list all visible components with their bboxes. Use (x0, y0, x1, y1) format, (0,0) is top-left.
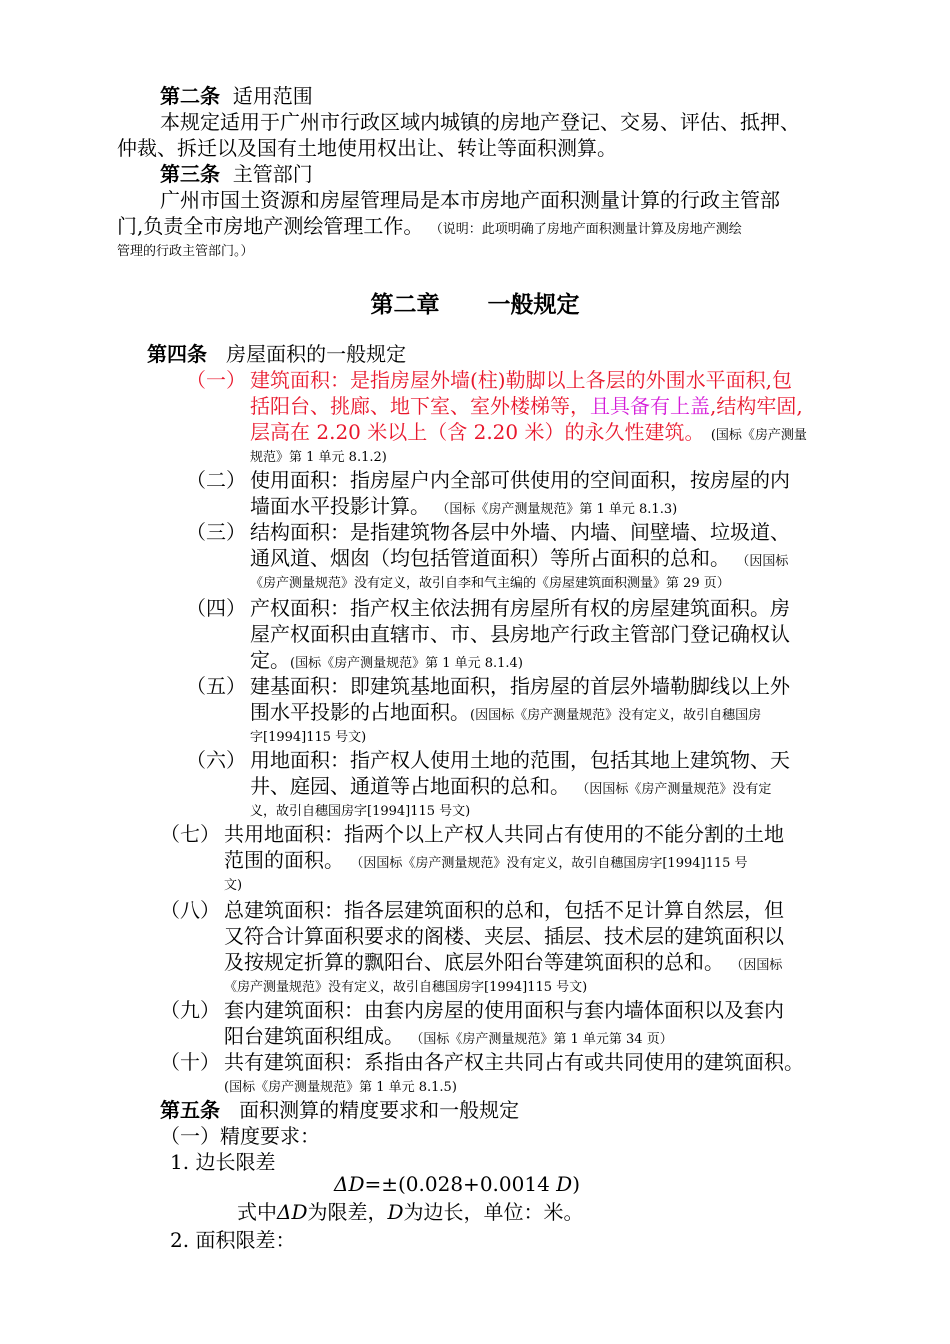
item-1-num: （一） (186, 368, 246, 392)
article-5-heading-line (160, 1098, 519, 1122)
item-9-line-1: 套内建筑面积：由套内房屋的使用面积与套内墙体面积以及套内 (224, 998, 784, 1022)
item-8-line-4: 《房产测量规范》没有定义，故引自穗国房字[1994]115 号文) (224, 980, 588, 995)
item-3-line-1: 结构面积：是指建筑物各层中外墙、内墙、间壁墙、垃圾道、 (250, 520, 790, 544)
article-4-heading: 第四条 (147, 342, 207, 366)
edge-tolerance-formula (334, 1172, 580, 1196)
article-2-body-2: 仲裁、拆迁以及国有土地使用权出让、转让等面积测算。 (117, 136, 617, 160)
item-8-num: （八） (160, 898, 220, 922)
item-4-line-3 (250, 648, 523, 676)
article-5-item-1: 1. 边长限差 (170, 1150, 276, 1174)
article-5-heading: 第五条 (160, 1098, 220, 1122)
item-1-line-2 (250, 394, 803, 418)
item-4-line-1: 产权面积：指产权主依法拥有房屋所有权的房屋建筑面积。房 (250, 596, 790, 620)
item-7-line-2 (224, 848, 748, 876)
article-3-body-2: 门,负责全市房地产测绘管理工作。 (117, 214, 424, 238)
item-1-line-3-text: 层高在 2.20 米以上（含 2.20 米）的永久性建筑。 (250, 420, 705, 444)
chapter-heading (0, 286, 950, 319)
explain-sym-2: D (387, 1200, 404, 1224)
explain-c: 为边长，单位：米。 (403, 1200, 584, 1224)
item-1-line-3-note: (国标《房产测量 (710, 428, 807, 443)
item-7-line-1: 共用地面积：指两个以上产权人共同占有使用的不能分割的土地 (224, 822, 784, 846)
item-9-num: （九） (160, 998, 220, 1022)
article-5-item-2: 2. 面积限差： (170, 1228, 296, 1252)
item-5-num: （五） (186, 674, 246, 698)
item-6-line-3: 义，故引自穗国房字[1994]115 号文) (250, 804, 471, 819)
formula-lhs: ΔD=± (334, 1172, 398, 1196)
article-2-heading: 第二条 (160, 84, 220, 108)
item-1-line-2c: ,结构牢固, (710, 394, 803, 418)
item-9-line-2-text: 阳台建筑面积组成。 (224, 1024, 404, 1048)
article-3-body-2-line (117, 214, 742, 242)
item-8-line-3-note: （因国标 (730, 958, 783, 973)
item-3-line-3: 《房产测量规范》没有定义，故引自李和气主编的《房屋建筑面积测量》第 29 页） (250, 576, 730, 591)
item-4-num: （四） (186, 596, 246, 620)
item-4-line-2: 屋产权面积由直辖市、市、县房地产行政主管部门登记确权认 (250, 622, 790, 646)
article-3-body-1: 广州市国土资源和房屋管理局是本市房地产面积测量计算的行政主管部 (160, 188, 780, 212)
item-3-line-2-text: 通风道、烟囱（均包括管道面积）等所占面积的总和。 (250, 546, 730, 570)
article-4-heading-line (147, 342, 406, 366)
item-7-num: （七） (160, 822, 220, 846)
item-2-line-2-note: （国标《房产测量规范》第 1 单元 8.1.3) (436, 502, 678, 517)
chapter-title: 一般规定 (487, 292, 580, 318)
item-9-line-2 (224, 1024, 673, 1052)
item-6-line-2-note: （因国标《房产测量规范》没有定 (576, 782, 772, 797)
article-5-sub-1: （一）精度要求： (160, 1124, 320, 1148)
item-8-line-2: 又符合计算面积要求的阁楼、夹层、插层、技术层的建筑面积以 (224, 924, 784, 948)
article-2-body-1: 本规定适用于广州市行政区域内城镇的房地产登记、交易、评估、抵押、 (160, 110, 800, 134)
formula-rhs: (0.028+0.0014 (398, 1172, 550, 1196)
article-3-heading-line (160, 162, 313, 186)
item-10-line-1: 共有建筑面积：系指由各产权主共同占有或共同使用的建筑面积。 (224, 1050, 804, 1074)
item-3-line-2-note: （因国标 (736, 554, 789, 569)
item-7-line-3: 文) (224, 878, 243, 893)
item-1-line-2b: 且具备有上盖 (590, 394, 710, 418)
item-5-line-1: 建基面积：即建筑基地面积，指房屋的首层外墙勒脚线以上外 (250, 674, 790, 698)
item-3-num: （三） (186, 520, 246, 544)
article-2-heading-line (160, 84, 313, 108)
article-4-title: 房屋面积的一般规定 (226, 342, 407, 366)
item-5-line-2-text: 围水平投影的占地面积。 (250, 700, 470, 724)
item-2-num: （二） (186, 468, 246, 492)
formula-close: ) (572, 1172, 581, 1196)
explain-sym-1: ΔD (277, 1200, 308, 1224)
article-2-title: 适用范围 (232, 84, 313, 108)
item-9-line-2-note: （国标《房产测量规范》第 1 单元第 34 页） (410, 1032, 673, 1047)
formula-var: D (556, 1172, 573, 1196)
item-2-line-2-text: 墙面水平投影计算。 (250, 494, 430, 518)
item-1-line-2a: 括阳台、挑廊、地下室、室外楼梯等， (250, 394, 590, 418)
item-8-line-3 (224, 950, 782, 978)
item-4-line-3-note: (国标《房产测量规范》第 1 单元 8.1.4) (290, 656, 523, 671)
item-3-line-2 (250, 546, 788, 574)
item-7-line-2-text: 范围的面积。 (224, 848, 344, 872)
item-1-line-1: 建筑面积：是指房屋外墙(柱)勒脚以上各层的外围水平面积,包 (250, 368, 792, 392)
item-5-line-2-note: (因国标《房产测量规范》没有定义，故引自穗国房 (470, 708, 762, 723)
item-6-line-2-text: 井、庭园、通道等占地面积的总和。 (250, 774, 570, 798)
chapter-number: 第二章 (370, 292, 440, 318)
item-2-line-1: 使用面积：指房屋户内全部可供使用的空间面积，按房屋的内 (250, 468, 790, 492)
item-8-line-1: 总建筑面积：指各层建筑面积的总和，包括不足计算自然层，但 (224, 898, 784, 922)
article-3-note-2: 管理的行政主管部门。） (117, 244, 254, 259)
item-10-num: （十） (160, 1050, 220, 1074)
article-5-title: 面积测算的精度要求和一般规定 (239, 1098, 520, 1122)
item-5-line-3: 字[1994]115 号文) (250, 730, 367, 745)
article-3-heading: 第三条 (160, 162, 220, 186)
explain-a: 式中 (237, 1200, 277, 1224)
explain-b: 为限差， (307, 1200, 388, 1224)
formula-explanation (237, 1200, 584, 1224)
item-1-line-3 (250, 420, 807, 448)
item-2-line-2 (250, 494, 677, 522)
item-6-line-1: 用地面积：指产权人使用土地的范围，包括其地上建筑物、天 (250, 748, 790, 772)
item-4-line-3-text: 定。 (250, 648, 290, 672)
item-6-num: （六） (186, 748, 246, 772)
item-10-line-2-note: (国标《房产测量规范》第 1 单元 8.1.5) (224, 1080, 457, 1095)
article-3-note-1: （说明：此项明确了房地产面积测量计算及房地产测绘 (429, 222, 742, 237)
item-8-line-3-text: 及按规定折算的飘阳台、底层外阳台等建筑面积的总和。 (224, 950, 724, 974)
article-3-title: 主管部门 (232, 162, 313, 186)
item-6-line-2 (250, 774, 771, 802)
item-5-line-2 (250, 700, 761, 728)
item-7-line-2-note: （因国标《房产测量规范》没有定义，故引自穗国房字[1994]115 号 (350, 856, 748, 871)
item-1-line-4: 规范》第 1 单元 8.1.2) (250, 450, 387, 465)
